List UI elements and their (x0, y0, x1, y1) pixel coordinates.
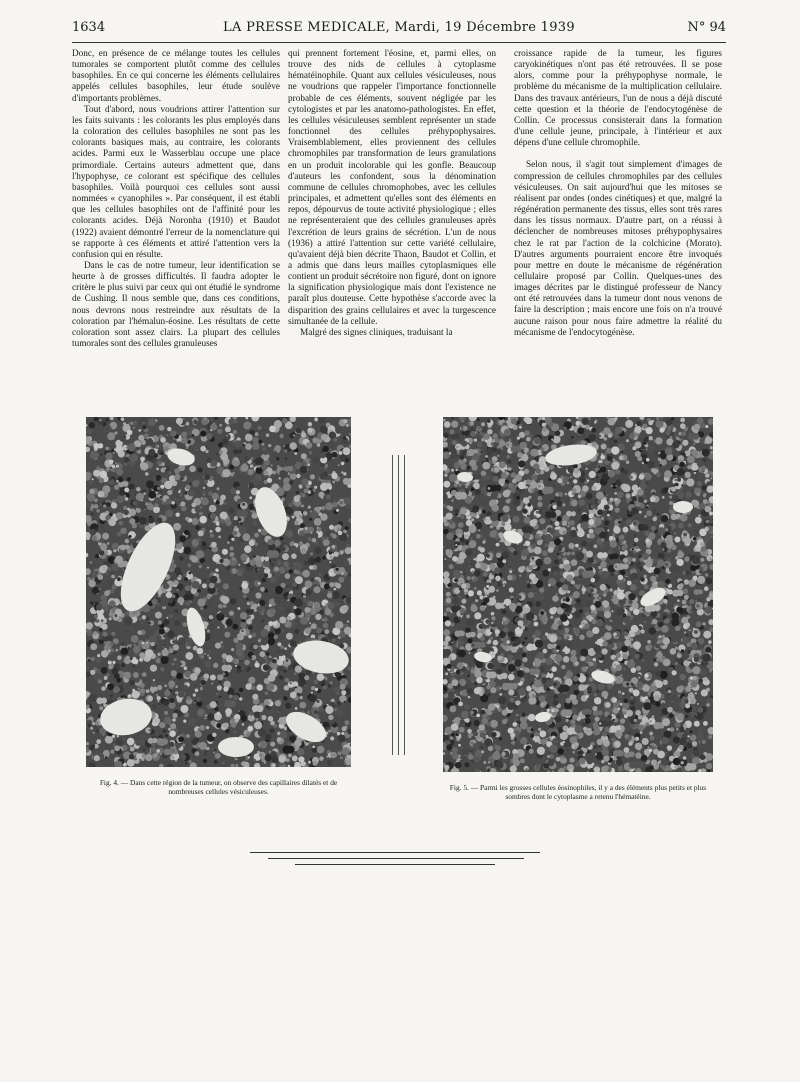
end-rule (268, 858, 524, 859)
divider-line (398, 455, 399, 755)
page-number: 1634 (72, 20, 106, 35)
column-3 (514, 49, 722, 401)
paragraph: Selon nous, il s'agit tout simplement d'images de compression de cellules chromophiles par des cellules vésiculeuses. On sait aujourd'hui que les mitoses se réalisent par ondes (ondes cinétiques) et que, malgré la régénération permanente des tissus, elles sont très rares dans les tissus normaux. D'autre part, on a réussi à déclencher de nombreuses mitoses préhypophysaires chez le rat par l'action de la colchicine (Morato). D'autres arguments pourraient encore être invoqués pour mettre en doute le mécanisme de régénération cellulaire proposé par Collin. Quelques-unes des images décrites par le distingué professeur de Nancy ont été retrouvées dans la tumeur dont nous venons de faire la description ; mais encore une fois on n'a trouvé aucune raison pour nous faire admettre la réalité du mécanisme de l'endocytogénèse. (514, 160, 722, 338)
end-rule (295, 864, 495, 865)
journal-title: LA PRESSE MEDICALE, Mardi, 19 Décembre 1939 (223, 20, 575, 35)
paragraph: Donc, en présence de ce mélange toutes les cellules tumorales se comportent plutôt comme des cellules basophiles. En ce qui concerne les éléments cellulaires appelés cellules basophiles, leur étude soulève d'importants problèmes. (72, 49, 280, 104)
text-columns (72, 49, 726, 401)
figure-4-caption: Fig. 4. — Dans cette région de la tumeur, on observe des capillaires dilatés et de nombreuses cellules vésiculeuses. (99, 778, 338, 796)
paragraph: Dans le cas de notre tumeur, leur identification se heurte à de grosses difficultés. Il faudra adopter le critère le plus suivi par ceux qui ont étudié le syndrome de Cushing. Il nous semble que, dans ces conditions, nous devrons nous restreindre aux résultats de la coloration par l'hémalun-éosine. Les résultats de cette coloration sont assez clairs. La plupart des cellules tumorales sont des cellules granuleuses (72, 260, 280, 350)
column-1 (72, 49, 280, 401)
figure-5-caption: Fig. 5. — Parmi les grosses cellules éosinophiles, il y a des éléments plus petits et plus sombres dont le cytoplasme a retenu l'hématéine. (449, 783, 707, 801)
issue-number: N° 94 (687, 20, 726, 35)
header-rule (72, 42, 726, 43)
running-header (72, 20, 726, 42)
figure-4-micrograph (86, 417, 351, 767)
paragraph: qui prennent fortement l'éosine, et, parmi elles, on trouve des nids de cellules à cytoplasme hématéinophile. Quant aux cellules vésiculeuses, nous ne voudrions que rappeler l'importance fonctionnelle probable de ces éléments, souvent négligée par les cytologistes et par les anatomo-pathologistes. En effet, les cellules vésiculeuses semblent représenter un stade fonctionnel des cellules préhypophysaires. Vraisemblablement, elles proviennent des cellules chromophiles par transformation de leurs granulations en un produit incolorable qui les gonfle. Beaucoup d'auteurs les confondent, sous la dénomination commune de cellules chromophobes, avec les cellules principales, et admettent qu'elles sont des éléments en repos, dépourvus de toute activité physiologique ; elles ne représenteraient que des cellules granuleuses après l'excrétion de leurs grains de sécrétion. L'un de nous (1936) a attiré l'attention sur cette variété cellulaire, qu'avaient déjà bien décrite Thaon, Baudot et Collin, et a admis que dans leurs mailles cytoplasmiques elle contient un produit sécrétoire non figuré, dont on ignore la signification physiologique mais dont l'existence ne paraît plus douteuse. Cette hypothèse s'accorde avec la disparition des grains cellulaires et avec la turgescence simultanée de la cellule. (288, 49, 496, 327)
paragraph: Tout d'abord, nous voudrions attirer l'attention sur les faits suivants : les colorants les plus employés dans la coloration des cellules basophiles ne sont pas les colorants basiques mais, au contraire, les colorants acides. Parmi eux le Wasserblau occupe une place primordiale. Certains auteurs admettent que, dans l'hypophyse, ce colorant est spécifique des cellules basophiles. Voilà pourquoi ces cellules sont aussi nommées « cyanophiles ». Par conséquent, il est établi que les cellules basophiles ont de l'affinité pour les colorants acides. Déjà Noronha (1910) et Baudot (1922) avaient démontré l'erreur de la nomenclature qui se rapporte à ces éléments et attiré l'attention vers la confusion qui en résulte. (72, 104, 280, 260)
paragraph: croissance rapide de la tumeur, les figures caryokinétiques n'ont pas été retrouvées. Il se pose alors, comme pour la préhypophyse normale, le problème du mécanisme de la multiplication cellulaire. Dans des travaux antérieurs, l'un de nous a déjà discuté cette question et la théorie de l'endocytogénèse de Collin. Ce processus consisterait dans la formation d'une cellule jeune, principale, à l'intérieur et aux dépens d'une cellule chromophile. (514, 49, 722, 149)
end-rule (250, 852, 540, 853)
divider-line (392, 455, 393, 755)
column-2 (288, 49, 496, 401)
paragraph: Malgré des signes cliniques, traduisant la (300, 327, 453, 338)
figure-5-micrograph (443, 417, 713, 772)
divider-line (404, 455, 405, 755)
